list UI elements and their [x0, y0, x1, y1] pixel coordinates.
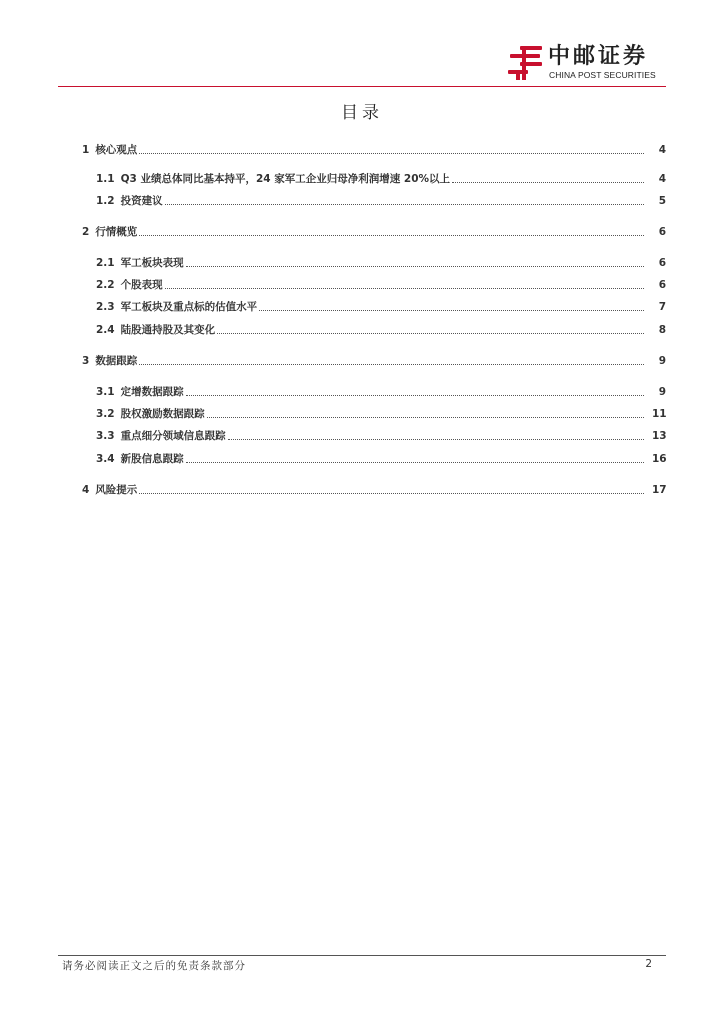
- toc-entry-label: 个股表现: [120, 279, 163, 291]
- toc-entry-number: 2.4: [96, 324, 115, 336]
- toc-entry-page: 8: [658, 324, 666, 336]
- toc-title: 目录: [341, 103, 383, 123]
- toc-entry-number: 1.1: [96, 173, 115, 185]
- toc-entry-number: 3.4: [96, 453, 115, 465]
- toc-leader-dots: [139, 235, 644, 236]
- toc-entry-label: 重点细分领域信息跟踪: [120, 430, 226, 442]
- toc-entry[interactable]: [82, 221, 666, 239]
- toc-entry-label: 陆股通持股及其变化: [120, 324, 216, 336]
- toc-entry-label: 核心观点: [95, 144, 138, 156]
- toc-leader-dots: [207, 417, 644, 418]
- logo-chinese-name: 中邮证券: [548, 44, 649, 69]
- toc-leader-dots: [165, 204, 644, 205]
- toc-entry[interactable]: [96, 168, 666, 186]
- toc-entry[interactable]: [96, 403, 666, 421]
- toc-entry-number: 4: [82, 484, 90, 496]
- toc-entry[interactable]: [96, 381, 666, 399]
- toc-entry-page: 9: [658, 386, 666, 398]
- toc-entry-page: 6: [658, 279, 666, 291]
- header-divider: [58, 86, 666, 87]
- toc-entry-label: 股权激励数据跟踪: [120, 408, 205, 420]
- toc-entry[interactable]: [96, 296, 666, 314]
- toc-entry-label: 新股信息跟踪: [120, 453, 184, 465]
- toc-entry[interactable]: [96, 190, 666, 208]
- toc-leader-dots: [165, 288, 644, 289]
- toc-entry-page: 7: [658, 301, 666, 313]
- toc-entry-page: 16: [652, 453, 667, 465]
- toc-entry-label: 定增数据跟踪: [120, 386, 184, 398]
- toc-entry-number: 3.3: [96, 430, 115, 442]
- toc-leader-dots: [228, 439, 644, 440]
- brand-logo: [506, 44, 666, 84]
- logo-english-name: CHINA POST SECURITIES: [549, 70, 656, 80]
- toc-entry-number: 2.2: [96, 279, 115, 291]
- toc-entry-number: 1: [82, 144, 90, 156]
- china-post-logo-icon: [506, 44, 546, 82]
- toc-entry-label: Q3 业绩总体同比基本持平，24 家军工企业归母净利润增速 20%以上: [120, 173, 451, 185]
- toc-entry-page: 17: [652, 484, 667, 496]
- toc-entry-number: 2: [82, 226, 90, 238]
- toc-entry[interactable]: [96, 274, 666, 292]
- toc-leader-dots: [139, 364, 644, 365]
- toc-entry-page: 4: [658, 144, 666, 156]
- toc-entry-number: 3: [82, 355, 90, 367]
- toc-entry[interactable]: [82, 479, 666, 497]
- toc-entry-number: 3.2: [96, 408, 115, 420]
- toc-entry-page: 13: [652, 430, 667, 442]
- toc-entry[interactable]: [96, 425, 666, 443]
- toc-entry-page: 6: [658, 257, 666, 269]
- toc-leader-dots: [259, 310, 644, 311]
- toc-entry-label: 风险提示: [95, 484, 138, 496]
- toc-entry-number: 3.1: [96, 386, 115, 398]
- toc-entry-label: 军工板块表现: [120, 257, 184, 269]
- page-number: 2: [645, 958, 652, 970]
- toc-leader-dots: [217, 333, 644, 334]
- toc-entry-page: 9: [658, 355, 666, 367]
- toc-leader-dots: [186, 266, 644, 267]
- toc-entry-label: 行情概览: [95, 226, 138, 238]
- toc-leader-dots: [186, 462, 644, 463]
- footer-divider: [58, 955, 666, 956]
- toc-leader-dots: [139, 493, 644, 494]
- toc-entry[interactable]: [96, 448, 666, 466]
- toc-entry-number: 2.3: [96, 301, 115, 313]
- toc-entry[interactable]: [96, 252, 666, 270]
- toc-entry-page: 4: [658, 173, 666, 185]
- toc-entry-label: 数据跟踪: [95, 355, 138, 367]
- toc-entry-label: 军工板块及重点标的估值水平: [120, 301, 258, 313]
- toc-entry[interactable]: [82, 139, 666, 157]
- footer-disclaimer: 请务必阅读正文之后的免责条款部分: [62, 960, 246, 972]
- toc-entry-number: 2.1: [96, 257, 115, 269]
- toc-entry-page: 5: [658, 195, 666, 207]
- toc-entry-number: 1.2: [96, 195, 115, 207]
- toc-entry-page: 11: [652, 408, 667, 420]
- toc-entry[interactable]: [82, 350, 666, 368]
- toc-entry-page: 6: [658, 226, 666, 238]
- toc-entry-label: 投资建议: [120, 195, 163, 207]
- toc-leader-dots: [186, 395, 644, 396]
- toc-leader-dots: [452, 182, 644, 183]
- toc-leader-dots: [139, 153, 644, 154]
- toc-entry[interactable]: [96, 319, 666, 337]
